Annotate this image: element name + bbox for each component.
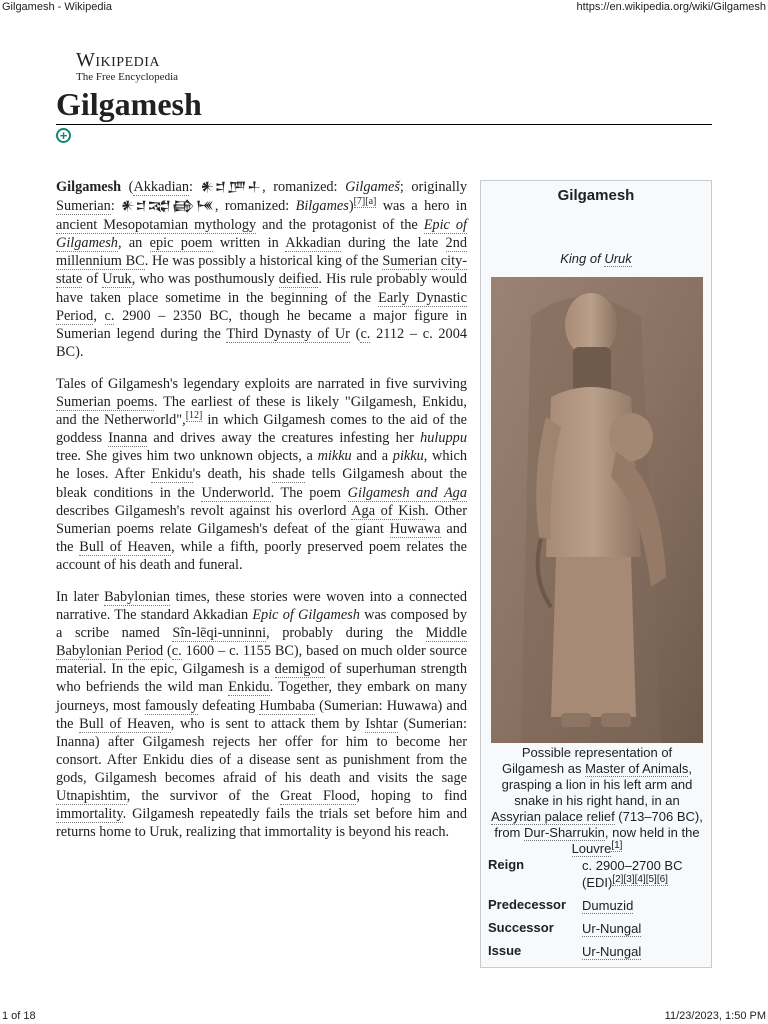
relief-image[interactable] <box>491 277 703 743</box>
text: , probably during the <box>266 625 426 642</box>
link-ishtar[interactable]: Ishtar <box>365 715 398 732</box>
text: tree. She gives him two unknown objects, a <box>56 448 318 465</box>
text: tells Gilgamesh about the bleak conditions in the <box>56 466 467 501</box>
link-akkadian[interactable]: Akkadian <box>133 179 190 195</box>
text: was composed by a scribe named <box>56 607 467 642</box>
link-master-of-animals[interactable]: Master of Animals <box>585 761 689 776</box>
text: . He was possibly a historical king of the <box>144 253 383 270</box>
text: , <box>93 307 105 324</box>
text: : <box>189 179 201 195</box>
link-sumerian-poems[interactable]: Sumerian poems <box>56 394 154 411</box>
text: . Gilgamesh repeatedly fails the trials set before him and returns home to Uruk, realizing that immortality is beyond his reach. <box>56 806 467 841</box>
link-enkidu-2[interactable]: Enkidu <box>228 679 270 696</box>
text: ( <box>121 179 134 195</box>
link-third-dynasty-of-ur[interactable]: Third Dynasty of Ur <box>226 325 350 342</box>
text: Tales of Gilgamesh's legendary exploits are narrated in five surviving <box>56 375 467 392</box>
link-immortality[interactable]: immortality <box>56 806 123 823</box>
paragraph-3 <box>56 588 467 841</box>
text: . The earliest of these is likely "Gilgamesh, Enkidu, and the Netherworld", <box>56 394 467 429</box>
link-circa-2[interactable]: c. <box>360 325 371 342</box>
text: : <box>110 198 122 215</box>
text: of superhuman strength who befriends the wild man <box>56 661 467 696</box>
text: 2900 – 2350 BC, though he became a major figure in Sumerian legend during the <box>56 307 468 342</box>
text: , who was posthumously <box>131 271 279 288</box>
text: and drives away the creatures infesting her <box>147 430 421 447</box>
wikipedia-tagline: The Free Encyclopedia <box>76 71 179 83</box>
cuneiform-akkadian: 𒀭𒄑𒂆𒈦 <box>200 180 263 195</box>
text: , now held in the <box>604 825 700 840</box>
infobox-row-issue <box>485 941 709 962</box>
text: , while a fifth, poorly preserved poem relates the account of his death and funeral. <box>56 538 467 573</box>
infobox-subtitle <box>481 251 711 266</box>
infobox-row-reign <box>485 855 709 893</box>
link-sin-leqi-unninni[interactable]: Sîn-lēqi-unninni <box>172 625 267 642</box>
link-demigod[interactable]: demigod <box>274 661 325 678</box>
plus-circle-icon[interactable]: + <box>56 128 71 143</box>
italic-term: pikku <box>392 448 424 465</box>
page-title: Gilgamesh <box>56 86 202 122</box>
link-uruk-infobox[interactable]: Uruk <box>604 251 632 266</box>
text: 1600 – c. 1155 BC), based on much older source material. In the epic, Gilgamesh is a <box>56 643 467 678</box>
infobox-label: Issue <box>488 943 522 958</box>
link-ur-nungal[interactable]: Ur-Nungal <box>582 921 642 936</box>
print-footer <box>0 1008 768 1024</box>
infobox-label: Predecessor <box>488 897 567 912</box>
print-url: https://en.wikipedia.org/wiki/Gilgamesh <box>576 1 766 13</box>
text: ; originally <box>399 179 467 195</box>
infobox-row-successor <box>485 918 709 939</box>
reference-link[interactable]: [12] <box>185 410 203 422</box>
infobox-label: Successor <box>488 920 554 935</box>
link-famously[interactable]: famously <box>144 697 199 714</box>
romanized-akkadian: Gilgameš <box>345 179 400 195</box>
infobox <box>480 180 712 968</box>
text: defeating <box>198 697 260 714</box>
link-enkidu[interactable]: Enkidu <box>151 466 193 483</box>
italic-term: huluppu <box>420 430 467 447</box>
text: , romanized: <box>262 179 346 195</box>
wikipedia-logo[interactable] <box>76 50 178 83</box>
link-underworld[interactable]: Underworld <box>201 484 271 501</box>
link-babylonian[interactable]: Babylonian <box>104 588 171 605</box>
paragraph-1 <box>56 178 467 361</box>
text: c. 2900–2700 BC (EDI) <box>582 858 683 890</box>
infobox-value <box>579 941 709 962</box>
link-epic-poem[interactable]: epic poem <box>149 235 213 252</box>
link-gilgamesh-and-aga[interactable]: Gilgamesh and Aga <box>347 484 467 501</box>
link-dumuzid[interactable]: Dumuzid <box>582 898 634 913</box>
link-epic-of-gilgamesh[interactable]: Epic of Gilgamesh <box>56 217 467 252</box>
reference-link[interactable]: [1] <box>611 839 623 851</box>
infobox-title: Gilgamesh <box>557 187 635 204</box>
romanized-sumerian: Bilgames <box>295 198 349 215</box>
text: times, these stories were woven into a connected narrative. The standard Akkadian <box>56 588 467 624</box>
text: , which he loses. After <box>56 448 467 483</box>
article-body <box>56 178 467 855</box>
link-huwawa[interactable]: Huwawa <box>389 520 441 537</box>
print-page-title: Gilgamesh - Wikipedia <box>2 1 113 13</box>
text: and the protagonist of the <box>256 217 424 234</box>
link-humbaba[interactable]: Humbaba <box>259 697 315 714</box>
link-assyrian-palace-relief[interactable]: Assyrian palace relief <box>491 809 615 824</box>
text: ) <box>348 198 354 215</box>
link-bull-of-heaven[interactable]: Bull of Heaven <box>79 538 172 555</box>
cuneiform-sumerian: 𒀭𒄑𒉋𒂵𒎌 <box>121 199 215 215</box>
link-ur-nungal-2[interactable]: Ur-Nungal <box>582 944 642 959</box>
text: (713–706 BC), from <box>494 809 703 840</box>
text: , who is sent to attack them by <box>170 715 366 732</box>
wikipedia-wordmark: Wikipedia <box>76 49 161 71</box>
text: King of <box>560 251 605 266</box>
text: written in <box>212 235 286 252</box>
title-divider <box>56 124 712 125</box>
infobox-caption <box>489 745 705 857</box>
text: , the survivor of the <box>126 788 281 804</box>
print-header <box>0 0 768 14</box>
text: . The poem <box>270 484 348 501</box>
link-utnapishtim[interactable]: Utnapishtim <box>56 788 127 804</box>
link-circa-3[interactable]: c. <box>171 643 182 660</box>
link-great-flood[interactable]: Great Flood <box>280 788 357 804</box>
link-sumerian-2[interactable]: Sumerian <box>382 253 438 270</box>
text: , romanized: <box>214 198 296 215</box>
text: . Together, they embark on many journeys, most <box>56 679 467 714</box>
text: Possible representation of Gilgamesh as <box>501 745 673 776</box>
italic-term: mikku <box>317 448 352 465</box>
link-sumerian[interactable]: Sumerian <box>56 198 111 215</box>
text: in which Gilgamesh comes to the aid of the goddess <box>56 412 468 447</box>
link-circa[interactable]: c. <box>104 307 115 324</box>
text: was a hero in <box>376 198 468 215</box>
page-count: 1 of 18 <box>2 1010 36 1022</box>
infobox-row-predecessor <box>485 895 709 916</box>
text: and a <box>351 448 393 465</box>
text: describes Gilgamesh's revolt against his overlord <box>56 502 352 519</box>
text: of <box>82 271 103 288</box>
print-datetime: 11/23/2023, 1:50 PM <box>664 1010 766 1022</box>
link-2nd-millennium[interactable]: 2nd millennium BC <box>56 235 467 270</box>
link-deified[interactable]: deified <box>278 271 319 288</box>
infobox-label: Reign <box>488 857 525 872</box>
link-mesopotamian-mythology[interactable]: ancient Mesopotamian mythology <box>56 217 257 234</box>
infobox-value <box>579 855 709 893</box>
text: (Sumerian: Inanna) after Gilgamesh rejects her offer for him to become her consort. After Enkidu dies of a disease sent as punishment from the gods, Gilgamesh becomes afraid of his death and visits the sage <box>56 715 467 786</box>
text: . His rule probably would have taken place sometime in the beginning of the <box>56 271 467 306</box>
link-uruk[interactable]: Uruk <box>102 271 132 288</box>
link-bull-of-heaven-2[interactable]: Bull of Heaven <box>79 715 171 732</box>
infobox-value <box>579 918 709 939</box>
text: , hoping to find <box>356 788 467 804</box>
bold-term: Gilgamesh <box>56 179 122 195</box>
link-middle-babylonian-period[interactable]: Middle Babylonian Period <box>56 625 467 660</box>
link-early-dynastic-period[interactable]: Early Dynastic Period <box>56 289 467 324</box>
text: 's death, his <box>192 466 273 483</box>
infobox-table <box>485 853 709 964</box>
reference-link[interactable]: [7][a] <box>353 196 377 208</box>
text: In later <box>56 588 105 605</box>
paragraph-2 <box>56 375 467 574</box>
text: , grasping a lion in his left arm and snake in his right hand, in an <box>501 761 693 808</box>
relief-illustration <box>491 277 703 743</box>
text: . Other Sumerian poems relate Gilgamesh's defeat of the giant <box>56 502 467 537</box>
link-shade[interactable]: shade <box>272 466 305 483</box>
link-akkadian-2[interactable]: Akkadian <box>285 235 341 252</box>
text: 2112 – c. 2004 BC). <box>56 325 467 360</box>
infobox-value <box>579 895 709 916</box>
link-city-state[interactable]: city-state <box>56 253 467 288</box>
link-louvre[interactable]: Louvre <box>571 841 612 856</box>
reference-link[interactable]: [2][3][4][5][6] <box>612 873 668 885</box>
italic-term: Epic of Gilgamesh <box>252 607 360 624</box>
text: and the <box>56 520 467 555</box>
text: ( <box>349 325 361 342</box>
link-dur-sharrukin[interactable]: Dur-Sharrukin <box>524 825 605 840</box>
text: during the late <box>340 235 446 252</box>
text: ( <box>163 643 172 660</box>
text: (Sumerian: Huwawa) and the <box>56 697 467 732</box>
link-aga-of-kish[interactable]: Aga of Kish <box>351 502 426 519</box>
text: , an <box>117 235 150 252</box>
link-inanna[interactable]: Inanna <box>108 430 148 447</box>
